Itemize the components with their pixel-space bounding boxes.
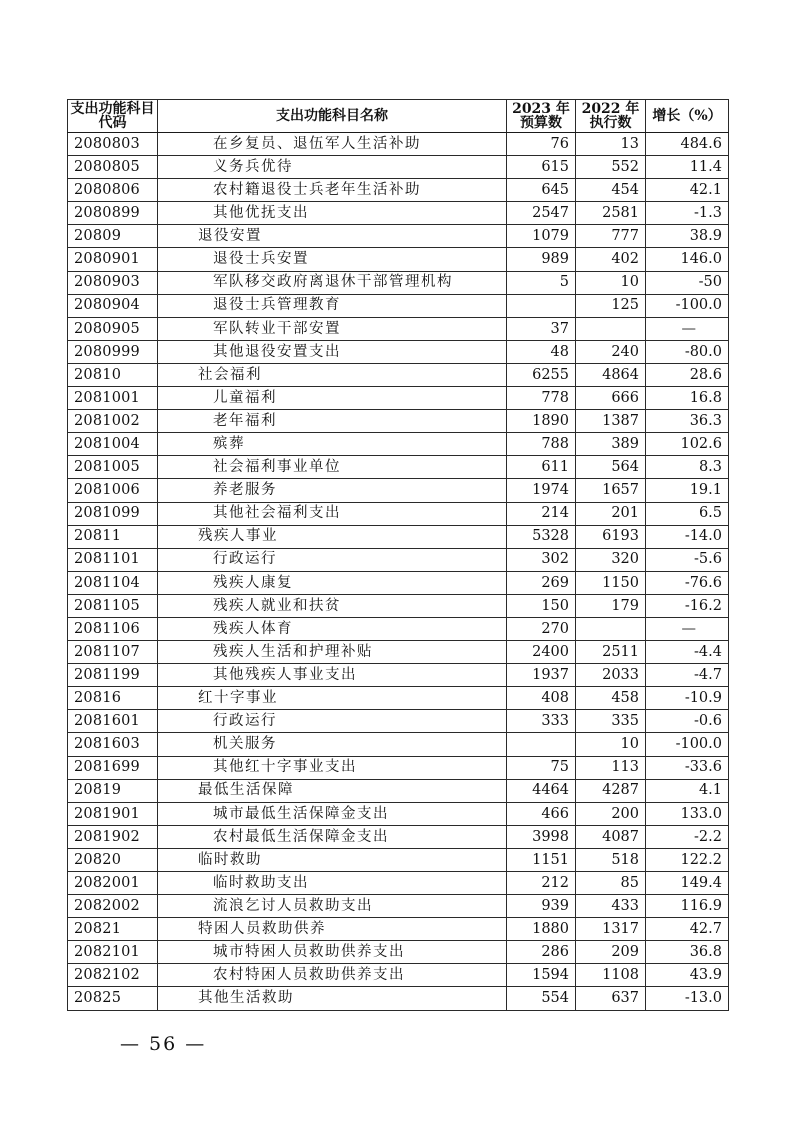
cell-budget-2023: 788 xyxy=(507,433,576,456)
cell-code: 20820 xyxy=(68,848,158,871)
cell-actual-2022: 433 xyxy=(576,895,646,918)
cell-code: 2082001 xyxy=(68,872,158,895)
cell-budget-2023: 408 xyxy=(507,687,576,710)
cell-growth: -1.3 xyxy=(646,202,729,225)
cell-growth: 11.4 xyxy=(646,156,729,179)
cell-name: 城市最低生活保障金支出 xyxy=(158,802,507,825)
table-row xyxy=(68,710,729,733)
table-row xyxy=(68,825,729,848)
table-row xyxy=(68,317,729,340)
cell-name: 义务兵优待 xyxy=(158,156,507,179)
cell-code: 2081902 xyxy=(68,825,158,848)
table-row xyxy=(68,433,729,456)
cell-code: 2081002 xyxy=(68,410,158,433)
header-budget-2023: 2023 年预算数 xyxy=(507,100,576,133)
cell-growth: 42.7 xyxy=(646,918,729,941)
cell-budget-2023: 3998 xyxy=(507,825,576,848)
table-row xyxy=(68,895,729,918)
table-row xyxy=(68,225,729,248)
cell-growth: 42.1 xyxy=(646,179,729,202)
cell-actual-2022: 6193 xyxy=(576,525,646,548)
cell-budget-2023: 269 xyxy=(507,571,576,594)
cell-growth: 149.4 xyxy=(646,872,729,895)
cell-budget-2023: 150 xyxy=(507,594,576,617)
cell-code: 2080899 xyxy=(68,202,158,225)
cell-actual-2022: 1387 xyxy=(576,410,646,433)
table-row xyxy=(68,387,729,410)
cell-actual-2022: 2511 xyxy=(576,641,646,664)
cell-budget-2023: 270 xyxy=(507,617,576,640)
cell-name: 军队移交政府离退休干部管理机构 xyxy=(158,271,507,294)
cell-code: 2080999 xyxy=(68,340,158,363)
cell-growth: 36.8 xyxy=(646,941,729,964)
cell-code: 2080905 xyxy=(68,317,158,340)
table-row xyxy=(68,964,729,987)
cell-name: 殡葬 xyxy=(158,433,507,456)
table-row xyxy=(68,456,729,479)
cell-actual-2022: 1108 xyxy=(576,964,646,987)
cell-growth: -2.2 xyxy=(646,825,729,848)
cell-code: 2081001 xyxy=(68,387,158,410)
cell-name: 临时救助支出 xyxy=(158,872,507,895)
cell-actual-2022: 458 xyxy=(576,687,646,710)
cell-name: 城市特困人员救助供养支出 xyxy=(158,941,507,964)
cell-actual-2022: 2581 xyxy=(576,202,646,225)
cell-code: 20819 xyxy=(68,779,158,802)
cell-budget-2023: 333 xyxy=(507,710,576,733)
cell-growth: -0.6 xyxy=(646,710,729,733)
cell-budget-2023 xyxy=(507,733,576,756)
cell-code: 2080903 xyxy=(68,271,158,294)
cell-code: 2081105 xyxy=(68,594,158,617)
cell-actual-2022: 4287 xyxy=(576,779,646,802)
header-code: 支出功能科目代码 xyxy=(68,100,158,133)
cell-name: 残疾人体育 xyxy=(158,617,507,640)
cell-actual-2022: 113 xyxy=(576,756,646,779)
cell-actual-2022: 402 xyxy=(576,248,646,271)
cell-growth: 133.0 xyxy=(646,802,729,825)
table-row xyxy=(68,571,729,594)
cell-actual-2022: 10 xyxy=(576,271,646,294)
cell-growth: -14.0 xyxy=(646,525,729,548)
cell-name: 机关服务 xyxy=(158,733,507,756)
table-row xyxy=(68,548,729,571)
cell-name: 残疾人事业 xyxy=(158,525,507,548)
table-row xyxy=(68,918,729,941)
cell-growth: 4.1 xyxy=(646,779,729,802)
cell-code: 2081901 xyxy=(68,802,158,825)
cell-budget-2023: 212 xyxy=(507,872,576,895)
table-row xyxy=(68,294,729,317)
cell-budget-2023: 286 xyxy=(507,941,576,964)
table-row xyxy=(68,248,729,271)
cell-actual-2022: 1657 xyxy=(576,479,646,502)
cell-budget-2023: 37 xyxy=(507,317,576,340)
cell-growth: -4.4 xyxy=(646,641,729,664)
cell-name: 其他残疾人事业支出 xyxy=(158,664,507,687)
table-row xyxy=(68,202,729,225)
cell-code: 2081601 xyxy=(68,710,158,733)
cell-actual-2022: 564 xyxy=(576,456,646,479)
cell-name: 特困人员救助供养 xyxy=(158,918,507,941)
cell-budget-2023: 5 xyxy=(507,271,576,294)
cell-code: 2081603 xyxy=(68,733,158,756)
cell-budget-2023: 4464 xyxy=(507,779,576,802)
cell-code: 20810 xyxy=(68,363,158,386)
table-row xyxy=(68,802,729,825)
cell-growth: — xyxy=(646,317,729,340)
cell-budget-2023: 2400 xyxy=(507,641,576,664)
cell-actual-2022: 1317 xyxy=(576,918,646,941)
cell-actual-2022: 13 xyxy=(576,133,646,156)
cell-code: 2081106 xyxy=(68,617,158,640)
cell-name: 农村特困人员救助供养支出 xyxy=(158,964,507,987)
cell-growth: -5.6 xyxy=(646,548,729,571)
cell-name: 其他红十字事业支出 xyxy=(158,756,507,779)
cell-name: 养老服务 xyxy=(158,479,507,502)
header-growth: 增长（%） xyxy=(646,100,729,133)
cell-code: 20821 xyxy=(68,918,158,941)
table-row xyxy=(68,641,729,664)
cell-name: 老年福利 xyxy=(158,410,507,433)
cell-growth: 16.8 xyxy=(646,387,729,410)
table-row xyxy=(68,363,729,386)
cell-name: 流浪乞讨人员救助支出 xyxy=(158,895,507,918)
table-row xyxy=(68,687,729,710)
cell-name: 社会福利事业单位 xyxy=(158,456,507,479)
cell-growth: -16.2 xyxy=(646,594,729,617)
cell-actual-2022 xyxy=(576,617,646,640)
table-row xyxy=(68,525,729,548)
cell-growth: 6.5 xyxy=(646,502,729,525)
cell-name: 退役士兵管理教育 xyxy=(158,294,507,317)
cell-growth: 102.6 xyxy=(646,433,729,456)
cell-budget-2023: 778 xyxy=(507,387,576,410)
cell-actual-2022: 200 xyxy=(576,802,646,825)
cell-code: 2082002 xyxy=(68,895,158,918)
cell-actual-2022: 85 xyxy=(576,872,646,895)
cell-budget-2023: 75 xyxy=(507,756,576,779)
cell-actual-2022: 201 xyxy=(576,502,646,525)
cell-growth: 8.3 xyxy=(646,456,729,479)
cell-growth: -100.0 xyxy=(646,733,729,756)
cell-actual-2022: 389 xyxy=(576,433,646,456)
table-row xyxy=(68,502,729,525)
cell-name: 残疾人生活和护理补贴 xyxy=(158,641,507,664)
cell-actual-2022: 518 xyxy=(576,848,646,871)
cell-code: 2081004 xyxy=(68,433,158,456)
cell-growth: 19.1 xyxy=(646,479,729,502)
cell-actual-2022: 10 xyxy=(576,733,646,756)
cell-code: 2082101 xyxy=(68,941,158,964)
cell-name: 其他社会福利支出 xyxy=(158,502,507,525)
cell-growth: — xyxy=(646,617,729,640)
cell-code: 2082102 xyxy=(68,964,158,987)
cell-actual-2022: 335 xyxy=(576,710,646,733)
cell-code: 2081104 xyxy=(68,571,158,594)
table-row xyxy=(68,479,729,502)
cell-code: 2080805 xyxy=(68,156,158,179)
cell-code: 20811 xyxy=(68,525,158,548)
cell-budget-2023: 214 xyxy=(507,502,576,525)
cell-actual-2022 xyxy=(576,317,646,340)
table-row xyxy=(68,410,729,433)
cell-growth: -50 xyxy=(646,271,729,294)
cell-name: 农村籍退役士兵老年生活补助 xyxy=(158,179,507,202)
cell-name: 儿童福利 xyxy=(158,387,507,410)
cell-actual-2022: 125 xyxy=(576,294,646,317)
cell-code: 2081006 xyxy=(68,479,158,502)
table-row xyxy=(68,664,729,687)
header-actual-2022: 2022 年执行数 xyxy=(576,100,646,133)
cell-actual-2022: 454 xyxy=(576,179,646,202)
cell-actual-2022: 552 xyxy=(576,156,646,179)
cell-code: 2081101 xyxy=(68,548,158,571)
header-row xyxy=(68,100,729,133)
cell-actual-2022: 2033 xyxy=(576,664,646,687)
cell-budget-2023: 939 xyxy=(507,895,576,918)
table-row xyxy=(68,156,729,179)
table-row xyxy=(68,594,729,617)
cell-growth: 28.6 xyxy=(646,363,729,386)
cell-code: 2080904 xyxy=(68,294,158,317)
cell-budget-2023: 1937 xyxy=(507,664,576,687)
cell-budget-2023: 6255 xyxy=(507,363,576,386)
cell-name: 退役安置 xyxy=(158,225,507,248)
cell-code: 2081107 xyxy=(68,641,158,664)
cell-budget-2023: 1079 xyxy=(507,225,576,248)
cell-actual-2022: 777 xyxy=(576,225,646,248)
cell-growth: 122.2 xyxy=(646,848,729,871)
cell-name: 残疾人康复 xyxy=(158,571,507,594)
cell-budget-2023 xyxy=(507,294,576,317)
table-body xyxy=(68,133,729,1011)
cell-budget-2023: 1151 xyxy=(507,848,576,871)
cell-growth: -10.9 xyxy=(646,687,729,710)
cell-code: 2080901 xyxy=(68,248,158,271)
table-row xyxy=(68,756,729,779)
table-row xyxy=(68,179,729,202)
cell-growth: -80.0 xyxy=(646,340,729,363)
budget-table xyxy=(67,99,729,1011)
cell-name: 临时救助 xyxy=(158,848,507,871)
cell-actual-2022: 4864 xyxy=(576,363,646,386)
table-row xyxy=(68,133,729,156)
cell-code: 20816 xyxy=(68,687,158,710)
cell-actual-2022: 4087 xyxy=(576,825,646,848)
cell-code: 2081199 xyxy=(68,664,158,687)
cell-name: 军队转业干部安置 xyxy=(158,317,507,340)
cell-actual-2022: 179 xyxy=(576,594,646,617)
cell-growth: 146.0 xyxy=(646,248,729,271)
cell-budget-2023: 1974 xyxy=(507,479,576,502)
cell-budget-2023: 554 xyxy=(507,987,576,1010)
page-number: — 56 — xyxy=(120,1033,207,1055)
cell-growth: -4.7 xyxy=(646,664,729,687)
table-row xyxy=(68,617,729,640)
cell-growth: 36.3 xyxy=(646,410,729,433)
cell-name: 农村最低生活保障金支出 xyxy=(158,825,507,848)
cell-name: 其他优抚支出 xyxy=(158,202,507,225)
cell-name: 其他退役安置支出 xyxy=(158,340,507,363)
cell-name: 在乡复员、退伍军人生活补助 xyxy=(158,133,507,156)
cell-name: 社会福利 xyxy=(158,363,507,386)
cell-code: 20809 xyxy=(68,225,158,248)
cell-name: 红十字事业 xyxy=(158,687,507,710)
cell-name: 残疾人就业和扶贫 xyxy=(158,594,507,617)
cell-budget-2023: 615 xyxy=(507,156,576,179)
table-row xyxy=(68,779,729,802)
cell-budget-2023: 1890 xyxy=(507,410,576,433)
table-row xyxy=(68,340,729,363)
table-row xyxy=(68,848,729,871)
header-name: 支出功能科目名称 xyxy=(158,100,507,133)
cell-code: 20825 xyxy=(68,987,158,1010)
cell-growth: -33.6 xyxy=(646,756,729,779)
cell-code: 2080803 xyxy=(68,133,158,156)
cell-growth: 484.6 xyxy=(646,133,729,156)
cell-actual-2022: 666 xyxy=(576,387,646,410)
cell-code: 2081099 xyxy=(68,502,158,525)
cell-actual-2022: 637 xyxy=(576,987,646,1010)
table-row xyxy=(68,872,729,895)
cell-actual-2022: 209 xyxy=(576,941,646,964)
cell-budget-2023: 48 xyxy=(507,340,576,363)
cell-budget-2023: 5328 xyxy=(507,525,576,548)
cell-budget-2023: 466 xyxy=(507,802,576,825)
cell-name: 其他生活救助 xyxy=(158,987,507,1010)
cell-budget-2023: 989 xyxy=(507,248,576,271)
cell-growth: 43.9 xyxy=(646,964,729,987)
cell-growth: -76.6 xyxy=(646,571,729,594)
table-header xyxy=(68,100,729,133)
cell-growth: 116.9 xyxy=(646,895,729,918)
table-row xyxy=(68,271,729,294)
cell-budget-2023: 76 xyxy=(507,133,576,156)
cell-actual-2022: 1150 xyxy=(576,571,646,594)
table-row xyxy=(68,941,729,964)
cell-name: 最低生活保障 xyxy=(158,779,507,802)
cell-name: 行政运行 xyxy=(158,710,507,733)
cell-budget-2023: 1594 xyxy=(507,964,576,987)
cell-growth: -13.0 xyxy=(646,987,729,1010)
cell-budget-2023: 611 xyxy=(507,456,576,479)
cell-growth: -100.0 xyxy=(646,294,729,317)
cell-name: 退役士兵安置 xyxy=(158,248,507,271)
table-row xyxy=(68,733,729,756)
cell-actual-2022: 320 xyxy=(576,548,646,571)
cell-growth: 38.9 xyxy=(646,225,729,248)
cell-actual-2022: 240 xyxy=(576,340,646,363)
table-row xyxy=(68,987,729,1010)
cell-budget-2023: 645 xyxy=(507,179,576,202)
cell-budget-2023: 1880 xyxy=(507,918,576,941)
cell-budget-2023: 302 xyxy=(507,548,576,571)
cell-code: 2081005 xyxy=(68,456,158,479)
cell-code: 2080806 xyxy=(68,179,158,202)
cell-code: 2081699 xyxy=(68,756,158,779)
cell-budget-2023: 2547 xyxy=(507,202,576,225)
cell-name: 行政运行 xyxy=(158,548,507,571)
